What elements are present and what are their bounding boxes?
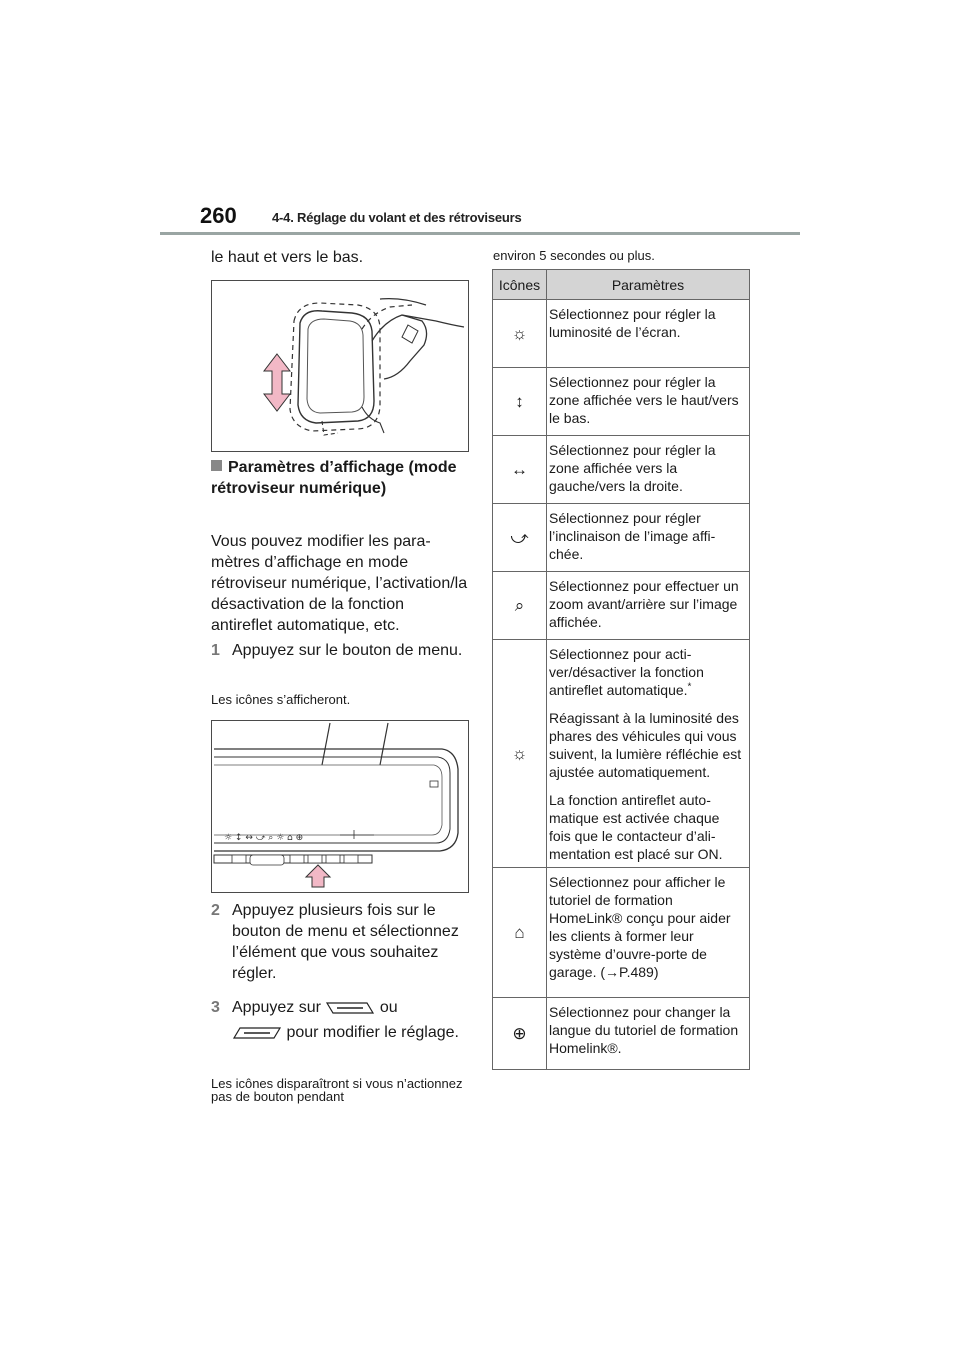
table-header-row xyxy=(493,270,750,300)
section-title: 4-4. Réglage du volant et des rétroviseurs xyxy=(272,210,522,225)
table-row xyxy=(493,436,750,504)
step-3-continuation xyxy=(211,1021,469,1045)
mirror-menu-illustration xyxy=(211,720,469,893)
mirror-icons-drawing xyxy=(212,721,468,892)
step-text: Appuyez sur le bouton de menu. xyxy=(232,642,463,659)
table-row xyxy=(493,300,750,368)
svg-text:☼ ↕ ↔ ⤻ ⌕ ☼ ⌂ ⊕: ☼ ↕ ↔ ⤻ ⌕ ☼ ⌂ ⊕ xyxy=(224,833,304,843)
step-number: 3 xyxy=(211,999,220,1016)
step-text: Appuyez plusieurs fois sur le bouton de menu et sélectionnez l’élément que vous souhaitez régler. xyxy=(232,902,459,982)
auto-antiglare-icon: ☼ xyxy=(493,640,547,868)
parameter-description xyxy=(547,436,750,504)
step-3-text-c: pour modifier le réglage. xyxy=(286,1024,459,1041)
language-globe-icon: ⊕ xyxy=(493,998,547,1070)
intro-text: le haut et vers le bas. xyxy=(211,249,364,266)
vertical-arrows-icon: ↕ xyxy=(493,368,547,436)
table-row xyxy=(493,998,750,1070)
description-paragraph: Sélectionnez pour activer/désactiver la fonction antireflet automatique.* xyxy=(549,646,704,698)
parameter-description xyxy=(547,868,750,998)
step-number: 1 xyxy=(211,642,220,659)
parameter-description xyxy=(547,998,750,1070)
step-text xyxy=(232,997,469,1018)
table-row xyxy=(493,868,750,998)
description-paragraph: Sélectionnez pour régler l’inclinaison de l’image affichée. xyxy=(549,510,716,562)
description-paragraph: Sélectionnez pour effectuer un zoom avant/arrière sur l’image affichée. xyxy=(549,578,739,630)
subheading-text: Paramètres d’affichage (mode rétroviseur numérique) xyxy=(211,459,457,497)
parameter-description xyxy=(547,572,750,640)
brightness-icon: ☼ xyxy=(493,300,547,368)
mirror-up-down-drawing xyxy=(212,281,468,451)
column-header-icons: Icônes xyxy=(493,270,547,300)
description-paragraph: Sélectionnez pour régler la zone affichée vers la gauche/vers la droite. xyxy=(549,442,716,494)
homelink-icon: ⌂ xyxy=(493,868,547,998)
bottom-note: Les icônes disparaîtront si vous n’actionnez pas de bouton pendant xyxy=(211,1076,463,1104)
step-3-text-b: ou xyxy=(379,999,398,1016)
right-intro-text: environ 5 secondes ou plus. xyxy=(493,248,655,263)
description-paragraph: Sélectionnez pour régler la zone affichée vers le haut/vers le bas. xyxy=(549,374,739,426)
step-2 xyxy=(211,900,469,984)
body-paragraph: Vous pouvez modifier les paramètres d’affichage en mode rétroviseur numérique, l’activation/la désactivation de la fonction antireflet automatique, etc. xyxy=(211,533,468,634)
mirror-adjust-illustration xyxy=(211,280,469,452)
step-3 xyxy=(211,997,469,1018)
horizontal-arrows-icon: ↔ xyxy=(493,436,547,504)
tilt-icon: ⤻ xyxy=(493,504,547,572)
section-subheading xyxy=(211,457,461,499)
bullet-square-icon xyxy=(211,460,222,471)
parameter-description xyxy=(547,640,750,868)
parameter-description xyxy=(547,504,750,572)
footnote-marker: * xyxy=(687,681,692,693)
step-1-note: Les icônes s’afficheront. xyxy=(211,692,351,707)
table-row xyxy=(493,368,750,436)
description-paragraph: La fonction antireflet automatique est activée chaque fois que le contacteur d’alimentation est placé sur ON. xyxy=(549,792,723,862)
step-number: 2 xyxy=(211,902,220,919)
zoom-icon: ⌕ xyxy=(493,572,547,640)
header-divider xyxy=(160,232,800,235)
description-paragraph: Sélectionnez pour afficher le tutoriel de formation HomeLink® conçu pour aider les clients à former leur système d’ouvre-porte de garage. (→P.489) xyxy=(549,874,731,980)
button-right-icon xyxy=(232,1026,282,1040)
column-header-params: Paramètres xyxy=(547,270,750,300)
step-3-text-a: Appuyez sur xyxy=(232,999,321,1016)
parameter-description xyxy=(547,368,750,436)
description-paragraph: Sélectionnez pour régler la luminosité de l’écran. xyxy=(549,306,716,340)
table-row xyxy=(493,640,750,868)
button-left-icon xyxy=(325,1001,375,1015)
description-paragraph: Sélectionnez pour changer la langue du tutoriel de formation Homelink®. xyxy=(549,1004,739,1056)
parameter-description xyxy=(547,300,750,368)
step-1 xyxy=(211,640,469,661)
page-number: 260 xyxy=(200,203,237,228)
description-paragraph: Réagissant à la luminosité des phares des véhicules qui vous suivent, la lumière réfléchie est ajustée automatiquement. xyxy=(549,710,742,780)
table-row xyxy=(493,504,750,572)
table-row xyxy=(493,572,750,640)
parameters-table xyxy=(492,269,750,1070)
